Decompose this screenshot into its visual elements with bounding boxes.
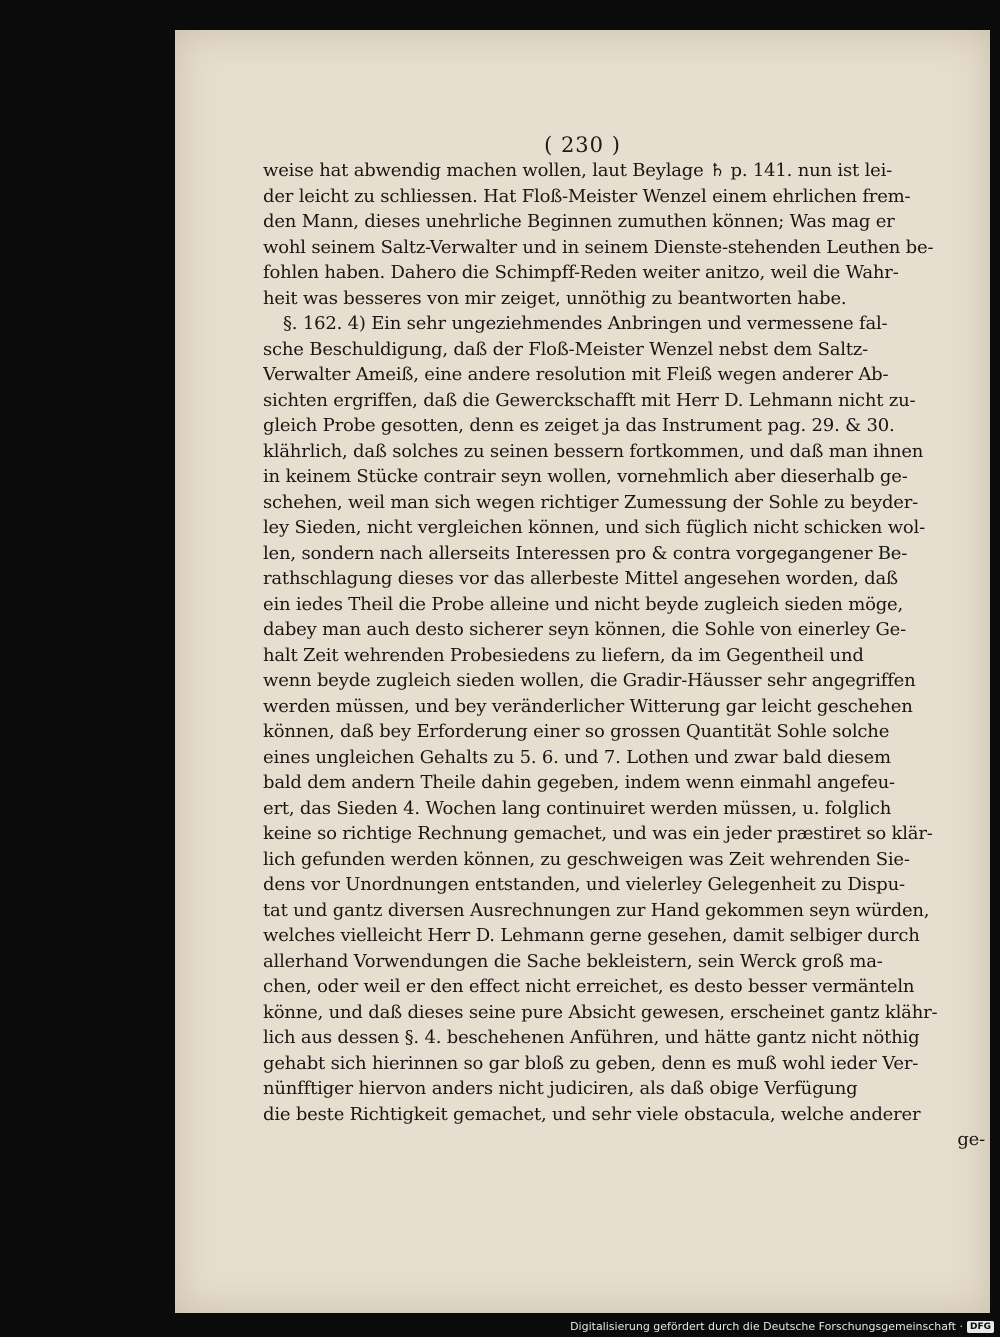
text-line: könne, und daß dieses seine pure Absicht gewesen, erscheinet gantz klähr- bbox=[263, 1001, 938, 1023]
text-line: schehen, weil man sich wegen richtiger Zumessung der Sohle zu beyder- bbox=[263, 491, 919, 513]
text-line: heit was besseres von mir zeiget, unnöthig zu beantworten habe. bbox=[263, 287, 847, 309]
text-line: ge- bbox=[957, 1129, 985, 1150]
text-line: Verwalter Ameiß, eine andere resolution mit Fleiß wegen anderer Ab- bbox=[263, 364, 889, 385]
text-line: sche Beschuldigung, daß der Floß-Meister Wenzel nebst dem Saltz- bbox=[263, 338, 868, 360]
text-line: wenn beyde zugleich sieden wollen, die Gradir-Häusser sehr angegriffen bbox=[263, 670, 916, 691]
text-line: allerhand Vorwendungen die Sache bekleistern, sein Werck groß ma- bbox=[263, 950, 883, 972]
text-line: gleich Probe gesotten, denn es zeiget ja das Instrument pag. 29. & 30. bbox=[263, 415, 895, 436]
text-line: welches vielleicht Herr D. Lehmann gerne gesehen, damit selbiger durch bbox=[263, 925, 920, 946]
text-line: rathschlagung dieses vor das allerbeste Mittel angesehen worden, daß bbox=[263, 568, 898, 589]
text-line: nünfftiger hiervon anders nicht judiciren, als daß obige Verfügung bbox=[263, 1078, 858, 1099]
text-line: ley Sieden, nicht vergleichen können, und sich füglich nicht schicken wol- bbox=[263, 517, 925, 538]
text-line: ein iedes Theil die Probe alleine und nicht beyde zugleich sieden möge, bbox=[263, 593, 904, 615]
text-line: werden müssen, und bey veränderlicher Witterung gar leicht geschehen bbox=[263, 695, 913, 717]
text-line: weise hat abwendig machen wollen, laut Beylage ♄ p. 141. nun ist lei- bbox=[263, 160, 893, 181]
text-line: len, sondern nach allerseits Interessen pro & contra vorgegangener Be- bbox=[263, 542, 908, 564]
text-line: fohlen haben. Dahero die Schimpff-Reden weiter anitzo, weil die Wahr- bbox=[263, 262, 899, 283]
text-line: ert, das Sieden 4. Wochen lang continuiret werden müssen, u. folglich bbox=[263, 797, 892, 819]
text-line: sichten ergriffen, daß die Gewerckschafft mit Herr D. Lehmann nicht zu- bbox=[263, 389, 916, 411]
text-line: den Mann, dieses unehrliche Beginnen zumuthen können; Was mag er bbox=[263, 211, 895, 232]
page-text bbox=[263, 158, 985, 1153]
text-line: halt Zeit wehrenden Probesiedens zu liefern, da im Gegentheil und bbox=[263, 644, 864, 666]
text-line: lich aus dessen §. 4. beschehenen Anführen, und hätte gantz nicht nöthig bbox=[263, 1027, 920, 1048]
text-line: dens vor Unordnungen entstanden, und vielerley Gelegenheit zu Dispu- bbox=[263, 874, 905, 895]
text-line: bald dem andern Theile dahin gegeben, indem wenn einmahl angefeu- bbox=[263, 772, 895, 793]
text-line: chen, oder weil er den effect nicht erreichet, es desto besser vermänteln bbox=[263, 976, 915, 997]
text-line: können, daß bey Erforderung einer so grossen Quantität Sohle solche bbox=[263, 721, 890, 742]
text-line: §. 162. 4) Ein sehr ungeziehmendes Anbringen und vermessene fal- bbox=[283, 313, 888, 334]
text-line: die beste Richtigkeit gemachet, und sehr viele obstacula, welche anderer bbox=[263, 1103, 921, 1125]
text-line: tat und gantz diversen Ausrechnungen zur Hand gekommen seyn würden, bbox=[263, 899, 930, 921]
book-page bbox=[175, 30, 990, 1313]
text-line: in keinem Stücke contrair seyn wollen, vornehmlich aber dieserhalb ge- bbox=[263, 466, 908, 487]
text-line: der leicht zu schliessen. Hat Floß-Meister Wenzel einem ehrlichen frem- bbox=[263, 185, 911, 207]
text-line: gehabt sich hierinnen so gar bloß zu geben, denn es muß wohl ieder Ver- bbox=[263, 1052, 919, 1074]
text-line: klährlich, daß solches zu seinen bessern fortkommen, und daß man ihnen bbox=[263, 440, 924, 462]
text-line: dabey man auch desto sicherer seyn können, die Sohle von einerley Ge- bbox=[263, 619, 906, 640]
page-header: ( 230 ) bbox=[544, 133, 621, 157]
text-line: keine so richtige Rechnung gemachet, und was ein jeder præstiret so klär- bbox=[263, 823, 933, 844]
text-line: wohl seinem Saltz-Verwalter und in seinem Dienste-stehenden Leuthen be- bbox=[263, 236, 934, 258]
credit-text: Digitalisierung gefördert durch die Deutsche Forschungsgemeinschaft · bbox=[570, 1320, 963, 1333]
digitization-credit bbox=[570, 1320, 994, 1333]
dfg-logo-icon: DFG bbox=[967, 1321, 994, 1333]
text-line: eines ungleichen Gehalts zu 5. 6. und 7. Lothen und zwar bald diesem bbox=[263, 746, 891, 768]
text-line: lich gefunden werden können, zu geschweigen was Zeit wehrenden Sie- bbox=[263, 848, 910, 870]
